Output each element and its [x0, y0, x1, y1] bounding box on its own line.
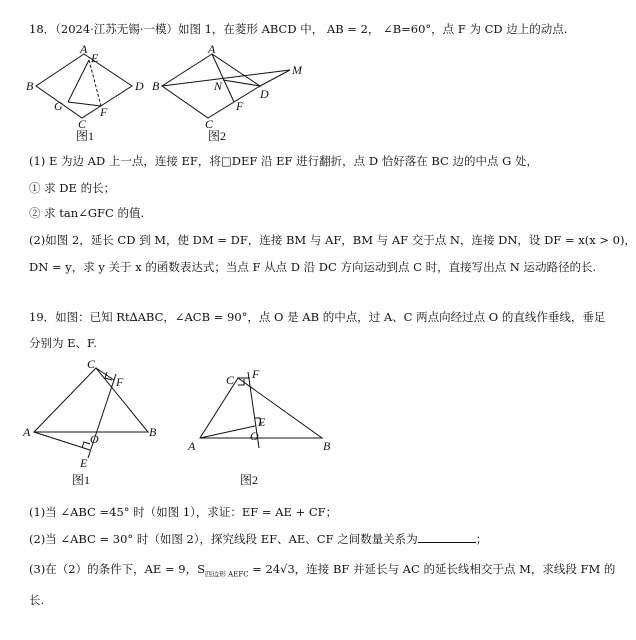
- q18-fig2-label-B: B: [152, 79, 160, 93]
- q18-fig1-label-C: C: [78, 117, 87, 131]
- q18-fig1-label-B: B: [26, 79, 34, 93]
- q19-part2-text: (2)当 ∠ABC = 30° 时（如图 2），探究线段 EF、AE、CF 之间数量关系为: [29, 532, 418, 546]
- q19-fig1-label-A: A: [23, 425, 31, 439]
- q18-fig2-label-D: D: [260, 87, 269, 101]
- q18-fig1-label-A: A: [80, 42, 88, 56]
- q19-part2: [29, 532, 487, 546]
- q19-part3-subscript: 四边形 AEFC: [204, 570, 249, 579]
- q19-part2-suffix: ；: [475, 532, 488, 546]
- q18-fig2-label-M: M: [292, 63, 302, 77]
- q18-sub1: ① 求 DE 的长；: [29, 181, 116, 195]
- q19-part3-suffix: = 24√3，连接 BF 并延长与 AC 的延长线相交于点 M，求线段 FM 的: [248, 562, 616, 576]
- q19-fig2-caption: 图2: [240, 473, 259, 487]
- q19-fig2-label-C: C: [226, 373, 235, 387]
- q18-part1: (1) E 为边 AD 上一点，连接 EF，将□DEF 沿 EF 进行翻折，点 D 恰好落在 BC 边的中点 G 处，: [29, 154, 538, 168]
- q19-header-line1: 19．如图：已知 Rt∆ABC，∠ACB = 90°，点 O 是 AB 的中点，过 A、C 两点向经过点 O 的直线作垂线，垂足: [29, 310, 606, 324]
- q19-header-line2: 分别为 E、F.: [29, 336, 97, 350]
- q19-fig2-label-B: B: [323, 439, 331, 453]
- q19-part3-line1: [29, 562, 615, 581]
- q18-fig2-label-F: F: [236, 99, 244, 113]
- q19-fig1-label-C: C: [87, 357, 96, 371]
- q18-figure-1: [20, 44, 160, 142]
- q19-fig1-caption: 图1: [72, 473, 91, 487]
- q18-fig2-caption: 图2: [208, 129, 227, 143]
- q19-fig2-label-A: A: [188, 439, 196, 453]
- q18-fig1-caption: 图1: [76, 129, 95, 143]
- q18-fig1-label-E: E: [91, 51, 99, 65]
- q19-part2-answer-blank[interactable]: [418, 532, 476, 543]
- q19-fig1-label-O: O: [90, 432, 99, 446]
- q18-fig1-label-G: G: [54, 99, 63, 113]
- q19-part3-prefix: (3)在（2）的条件下，AE = 9，S: [29, 562, 205, 576]
- q19-fig1-label-F: F: [116, 375, 124, 389]
- q18-fig2-label-C: C: [205, 117, 214, 131]
- q19-part3-line2: 长.: [29, 593, 45, 607]
- q18-header: 18．（2024·江苏无锡·一模）如图 1，在菱形 ABCD 中， AB = 2， ∠B=60°，点 F 为 CD 边上的动点.: [29, 22, 568, 36]
- q18-sub2: ② 求 tan∠GFC 的值.: [29, 206, 145, 220]
- q19-fig2-label-O: O: [250, 429, 259, 443]
- q19-figure-2: [180, 356, 340, 490]
- q18-fig2-label-A: A: [208, 42, 216, 56]
- q18-part2-line1: (2)如图 2，延长 CD 到 M，使 DM = DF，连接 BM 与 AF，BM 与 AF 交于点 N，连接 DN，设 DF = x(x > 0)，: [29, 233, 636, 247]
- q19-fig2-label-E: E: [258, 415, 266, 429]
- q18-part2-line2: DN = y，求 y 关于 x 的函数表达式；当点 F 从点 D 沿 DC 方向运动到点 C 时，直接写出点 N 运动路径的长.: [29, 260, 597, 274]
- q19-part1: (1)当 ∠ABC =45° 时（如图 1），求证：EF = AE + CF；: [29, 505, 338, 519]
- q18-fig2-label-N: N: [214, 79, 223, 93]
- q18-figure-2: [150, 44, 310, 142]
- q19-figure-1: [20, 356, 170, 490]
- q19-fig2-label-F: F: [252, 367, 260, 381]
- q18-fig1-label-D: D: [135, 79, 144, 93]
- q18-fig1-label-F: F: [100, 105, 108, 119]
- q19-fig1-label-B: B: [149, 425, 157, 439]
- q19-fig1-label-E: E: [80, 456, 88, 470]
